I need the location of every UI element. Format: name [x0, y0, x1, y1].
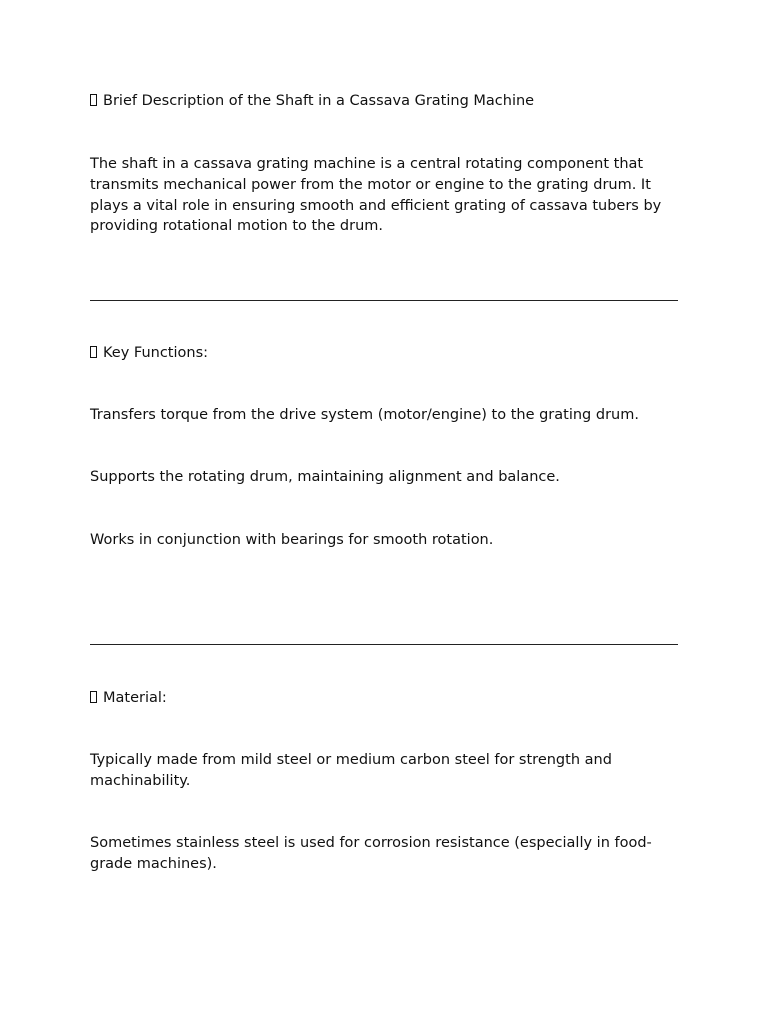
material-item: Sometimes stainless steel is used for corrosion resistance (especially in food-grade machines). — [90, 835, 652, 872]
missing-glyph-box-icon — [90, 691, 97, 703]
material-heading: Material: — [103, 690, 167, 706]
section-divider — [90, 300, 678, 301]
section-divider — [90, 644, 678, 645]
material-item: Typically made from mild steel or medium carbon steel for strength and machinability. — [90, 752, 612, 789]
intro-heading-line — [90, 91, 680, 112]
missing-glyph-box-icon — [90, 94, 97, 106]
function-item: Supports the rotating drum, maintaining alignment and balance. — [90, 469, 560, 485]
intro-paragraph: The shaft in a cassava grating machine is a central rotating component that transmits mechanical power from the motor or engine to the grating drum. It plays a vital role in ensuring smooth and efficient grating of cassava tubers by providing rotational motion to the drum. — [90, 156, 662, 235]
intro-heading: Brief Description of the Shaft in a Cassava Grating Machine — [103, 93, 535, 109]
functions-heading: Key Functions: — [103, 345, 209, 361]
functions-heading-line — [90, 343, 680, 364]
missing-glyph-box-icon — [90, 346, 97, 358]
function-item: Works in conjunction with bearings for smooth rotation. — [90, 532, 494, 548]
material-heading-line — [90, 688, 680, 709]
function-item: Transfers torque from the drive system (motor/engine) to the grating drum. — [90, 407, 639, 423]
